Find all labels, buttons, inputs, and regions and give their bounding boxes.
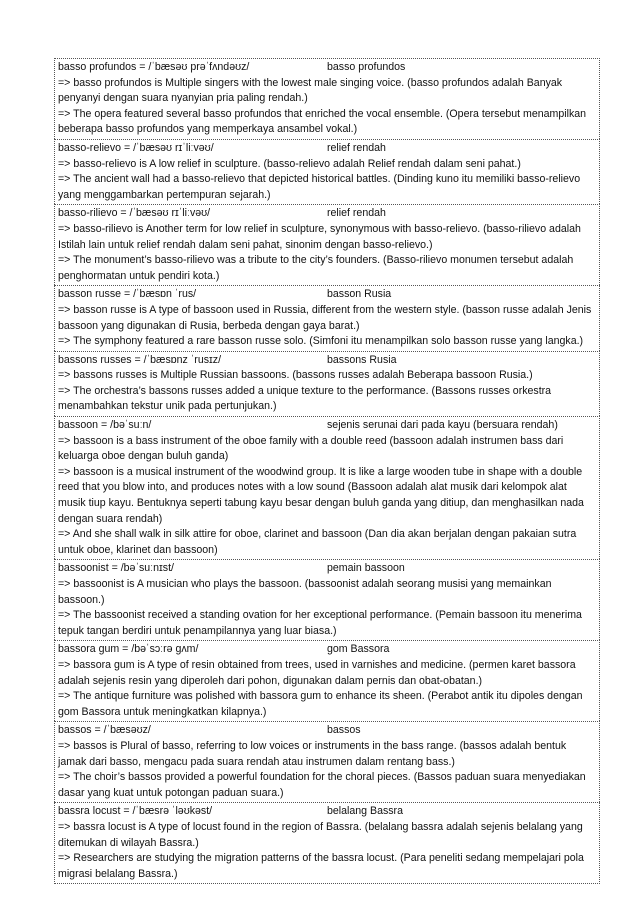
dictionary-page <box>54 58 600 884</box>
entry-example: => The antique furniture was polished with bassora gum to enhance its sheen. (Perabot antik itu dipoles dengan gom Bassora untuk meningkatkan kilapnya.) <box>58 690 583 718</box>
entry <box>54 640 600 721</box>
entry-example: => basso-rilievo is Another term for low relief in sculpture, synonymous with basso-relievo. (basso-rilievo adalah Istilah lain untuk relief rendah dalam seni pahat, sinonim dengan basso-relievo.) <box>58 222 581 251</box>
entry <box>54 559 600 640</box>
entry-term: bassora gum = /bəˈsɔːrə ɡʌm/ <box>58 643 199 656</box>
entry-example: => The opera featured several basso profundos that enriched the vocal ensemble. (Opera tersebut menampilkan beberapa basso profundos yang memperkaya ansambel vokal.) <box>58 107 587 136</box>
entry-example: => The orchestra’s bassons russes added a unique texture to the performance. (Bassons russes orkestra menambahkan tekstur unik pada pertunjukan.) <box>58 384 552 413</box>
entry-term: basso profundos = /ˈbæsəʊ prəˈfʌndəʊz/ <box>58 61 250 73</box>
entry-example: => bassoon is a bass instrument of the oboe family with a double reed (bassoon adalah instrumen bass dari keluarga oboe dengan buluh ganda) <box>58 434 564 463</box>
entry-translation: pemain bassoon <box>327 562 405 575</box>
entry <box>54 285 600 350</box>
entry-term: bassoonist = /bəˈsuːnɪst/ <box>58 562 174 575</box>
entry-translation: gom Bassora <box>327 643 390 656</box>
entry-translation: sejenis serunai dari pada kayu (bersuara rendah) <box>327 419 558 432</box>
entry-example: => And she shall walk in silk attire for oboe, clarinet and bassoon (Dan dia akan berjalan dengan pakaian sutra untuk oboe, klarinet dan bassoon) <box>58 528 577 556</box>
entry-example: => The choir’s bassos provided a powerful foundation for the choral pieces. (Bassos paduan suara menyediakan dasar yang kuat untuk potongan paduan suara.) <box>58 771 586 799</box>
entry-example: => basso-relievo is A low relief in sculpture. (basso-relievo adalah Relief rendah dalam seni pahat.) <box>58 157 521 170</box>
entry <box>54 802 600 884</box>
entry-term: basson russe = /ˈbæsɒn ˈrus/ <box>58 288 197 301</box>
entry-translation: relief rendah <box>327 207 386 220</box>
entry-example: => basso profundos is Multiple singers with the lowest male singing voice. (basso profundos adalah Banyak penyanyi dengan suara nyanyian pria paling rendah.) <box>58 76 563 105</box>
entry-example: => bassos is Plural of basso, referring to low voices or instruments in the bass range. (bassos adalah bentuk jamak dari basso, mengacu pada suara rendah atau instrumen dalam rentang bass.) <box>58 739 567 768</box>
entry-example: => The bassoonist received a standing ovation for her exceptional performance. (Pemain bassoon itu menerima tepuk tangan berdiri untuk penampilannya yang luar biasa.) <box>58 609 582 637</box>
entry-term: basso-relievo = /ˈbæsəʊ rɪˈliːvəʊ/ <box>58 141 214 154</box>
entry-translation: basso profundos <box>327 61 406 73</box>
entry-example: => bassons russes is Multiple Russian bassoons. (bassons russes adalah Beberapa bassoon Rusia.) <box>58 369 533 382</box>
entry <box>54 416 600 559</box>
entry-example: => bassra locust is A type of locust found in the region of Bassra. (belalang bassra adalah sejenis belalang yang ditemukan di wilayah Bassra.) <box>58 820 583 849</box>
entry <box>54 204 600 285</box>
entry-example: => basson russe is A type of bassoon used in Russia, different from the western style. (basson russe adalah Jenis bassoon yang digunakan di Rusia, berbeda dengan gaya barat.) <box>58 303 592 332</box>
entry-example: => The ancient wall had a basso-relievo that depicted historical battles. (Dinding kuno itu memiliki basso-relievo yang menggambarkan pertempuran sejarah.) <box>58 173 581 201</box>
entry-translation: bassons Rusia <box>327 353 397 366</box>
entry-example: => bassoonist is A musician who plays the bassoon. (bassoonist adalah seorang musisi yang memainkan bassoon.) <box>58 578 552 606</box>
entry <box>54 721 600 802</box>
entry-term: basso-rilievo = /ˈbæsəʊ rɪˈliːvəʊ/ <box>58 207 211 220</box>
entry <box>54 139 600 204</box>
entry-translation: relief rendah <box>327 141 386 154</box>
entry <box>54 58 600 139</box>
entry-translation: bassos <box>327 724 361 737</box>
entry-example: => The monument’s basso-rilievo was a tribute to the city’s founders. (Basso-rilievo monumen tersebut adalah penghormatan untuk pendiri kota.) <box>58 254 574 282</box>
entry-term: bassons russes = /ˈbæsɒnz ˈrusɪz/ <box>58 353 222 366</box>
entry-example: => bassora gum is A type of resin obtained from trees, used in varnishes and medicine. (permen karet bassora adalah sejenis resin yang diperoleh dari pohon, digunakan dalam pernis dan obat-obatan.) <box>58 658 576 687</box>
entry-term: bassos = /ˈbæsəʊz/ <box>58 724 151 737</box>
entry-example: => Researchers are studying the migration patterns of the bassra locust. (Para peneliti sedang mempelajari pola migrasi belalang Bassra.) <box>58 852 584 880</box>
entry-term: bassoon = /bəˈsuːn/ <box>58 419 152 432</box>
entry-translation: belalang Bassra <box>327 805 403 818</box>
entry-term: bassra locust = /ˈbæsrə ˈləʊkəst/ <box>58 805 213 818</box>
entry-example: => The symphony featured a rare basson russe solo. (Simfoni itu menampilkan solo basson russe yang langka.) <box>58 335 584 348</box>
entry-translation: basson Rusia <box>327 288 392 301</box>
entry-example: => bassoon is a musical instrument of the woodwind group. It is like a large wooden tube in shape with a double reed that you blow into, and produces notes with a low sound (Bassoon adalah alat musik dari kelompok alat musik tiup kayu. Bentuknya seperti tabung kayu besar dengan buluh ganda yang ditiup, dan menghasilkan nada dengan suara rendah) <box>58 465 584 525</box>
entry <box>54 351 600 416</box>
